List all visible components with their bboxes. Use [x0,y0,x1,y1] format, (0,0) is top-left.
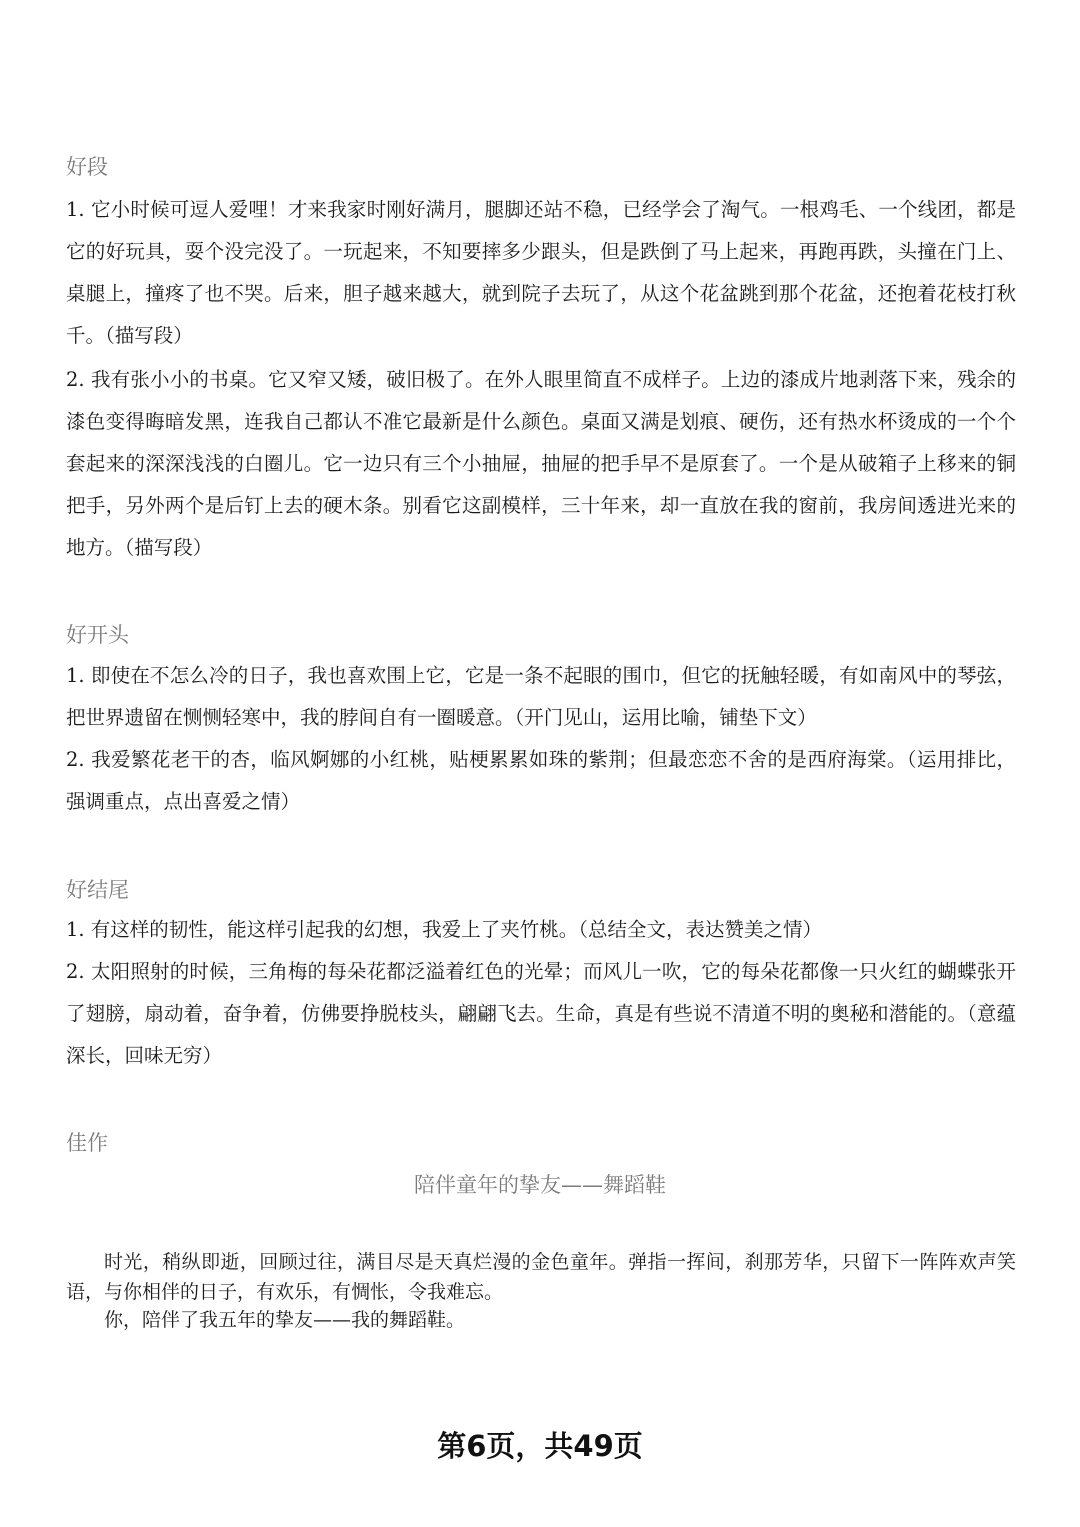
good-paragraph-1: 1. 它小时候可逗人爱哩！才来我家时刚好满月，腿脚还站不稳，已经学会了淘气。一根鸡毛、一个线团，都是它的好玩具，耍个没完没了。一玩起来，不知要摔多少跟头，但是跌倒了马上起来，再跑再跌，头撞在门上、桌腿上，撞疼了也不哭。后来，胆子越来越大，就到院子去玩了，从这个花盆跳到那个花盆，还抱着花枝打秋千。（描写段） [66,198,1016,347]
section-heading-good-openings: 好开头 [66,623,129,647]
section-heading-masterpiece: 佳作 [66,1131,108,1155]
article-paragraph-1: 时光，稍纵即逝，回顾过往，满目尽是天真烂漫的金色童年。弹指一挥间，刹那芳华，只留下一阵阵欢声笑语，与你相伴的日子，有欢乐，有惆怅，令我难忘。 [66,1251,1016,1303]
article-paragraph-2: 你，陪伴了我五年的挚友——我的舞蹈鞋。 [104,1309,466,1331]
article-title: 陪伴童年的挚友——舞蹈鞋 [414,1173,666,1197]
good-ending-1: 1. 有这样的韧性，能这样引起我的幻想，我爱上了夹竹桃。（总结全文，表达赞美之情） [66,918,823,941]
page-number: 第6页，共49页 [437,1429,643,1463]
section-heading-good-endings: 好结尾 [66,878,129,902]
good-opening-2: 2. 我爱繁花老干的杏，临风婀娜的小红桃，贴梗累累如珠的紫荆；但最恋恋不舍的是西府海棠。（运用排比，强调重点，点出喜爱之情） [66,748,1016,813]
good-paragraph-2: 2. 我有张小小的书桌。它又窄又矮，破旧极了。在外人眼里简直不成样子。上边的漆成片地剥落下来，残余的漆色变得晦暗发黑，连我自己都认不准它最新是什么颜色。桌面又满是划痕、硬伤，还有热水杯烫成的一个个套起来的深深浅浅的白圈儿。它一边只有三个小抽屉，抽屉的把手早不是原套了。一个是从破箱子上移来的铜把手，另外两个是后钉上去的硬木条。别看它这副模样，三十年来，却一直放在我的窗前，我房间透进光来的地方。（描写段） [66,368,1016,559]
good-opening-1: 1. 即使在不怎么冷的日子，我也喜欢围上它，它是一条不起眼的围巾，但它的抚触轻暖，有如南风中的琴弦，把世界遗留在恻恻轻寒中，我的脖间自有一圈暖意。（开门见山，运用比喻，铺垫下文） [66,664,1016,729]
section-heading-good-paragraphs: 好段 [66,155,108,179]
good-ending-2: 2. 太阳照射的时候，三角梅的每朵花都泛溢着红色的光晕；而风儿一吹，它的每朵花都像一只火红的蝴蝶张开了翅膀，扇动着，奋争着，仿佛要挣脱枝头，翩翩飞去。生命，真是有些说不清道不明的奥秘和潜能的。（意蕴深长，回味无穷） [66,960,1016,1067]
